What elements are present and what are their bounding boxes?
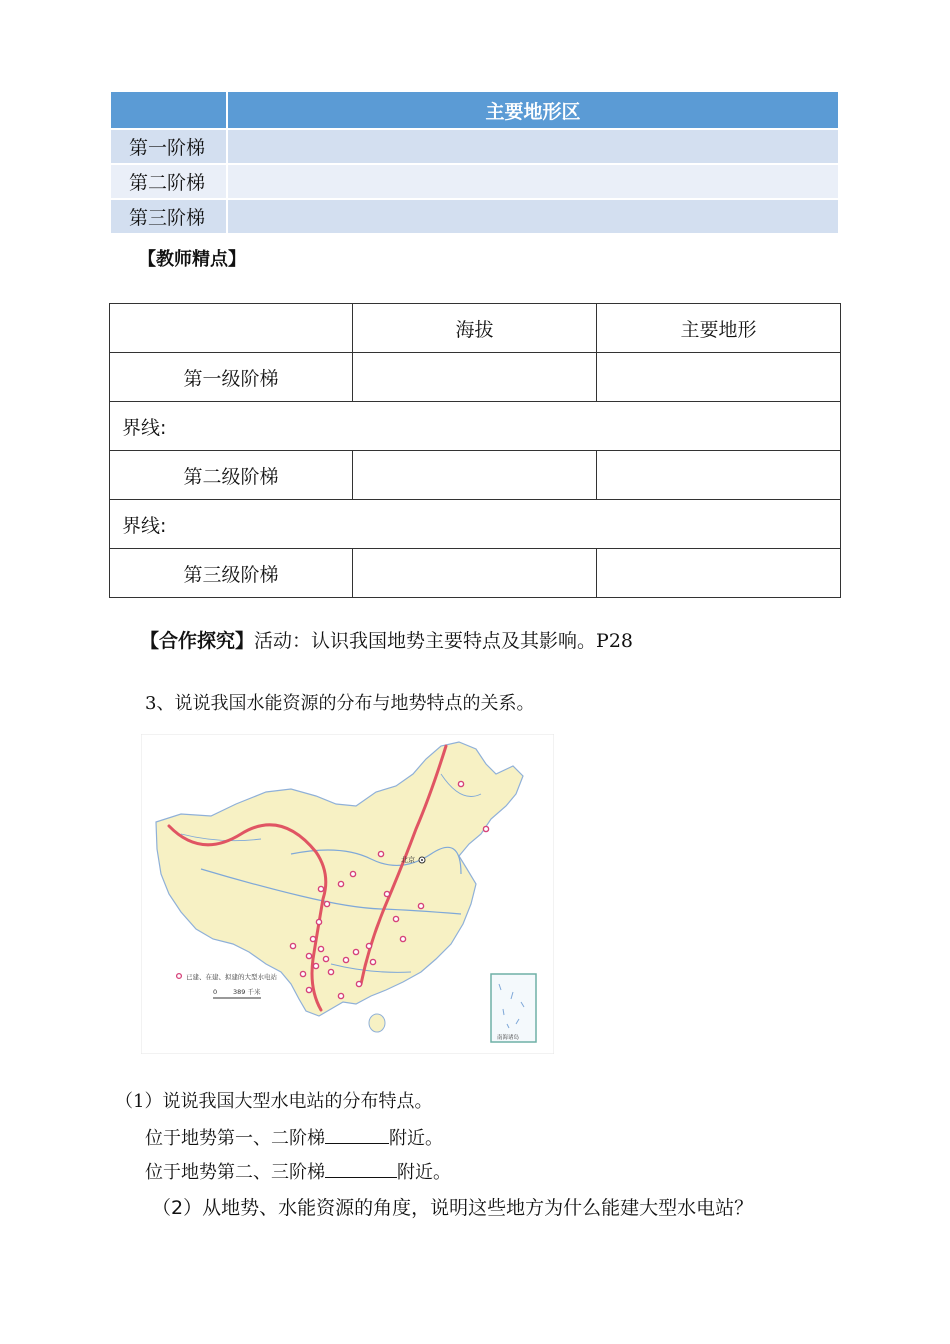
station-marker (324, 901, 329, 906)
table-row (110, 129, 839, 164)
answer-blank[interactable] (325, 1125, 389, 1144)
col-terrain: 主要地形 (597, 304, 841, 353)
station-marker (318, 946, 323, 951)
station-marker (400, 936, 405, 941)
step-label: 第三阶梯 (110, 199, 227, 234)
answer-blank[interactable] (325, 1159, 397, 1178)
scale-km: 389 千米 (233, 988, 261, 996)
station-marker (483, 826, 488, 831)
steps-table (109, 303, 841, 598)
step3-label: 第三级阶梯 (110, 549, 353, 598)
station-marker (328, 969, 333, 974)
step1-label: 第一级阶梯 (110, 353, 353, 402)
table-row (110, 353, 841, 402)
fill-line-1 (145, 1124, 443, 1150)
question-3: 3、说说我国水能资源的分布与地势特点的关系。 (145, 693, 535, 714)
station-marker (370, 959, 375, 964)
fill-line-2-prefix: 位于地势第二、三阶梯 (145, 1162, 325, 1183)
station-marker (393, 916, 398, 921)
answer-cell[interactable] (353, 549, 597, 598)
legend-station-icon (177, 974, 182, 979)
sub-question-1: （1）说说我国大型水电站的分布特点。 (115, 1091, 433, 1112)
station-marker (318, 886, 323, 891)
fill-line-1-suffix: 附近。 (389, 1128, 443, 1149)
table-row (110, 164, 839, 199)
answer-cell[interactable] (597, 451, 841, 500)
station-marker (323, 956, 328, 961)
scale-zero: 0 (213, 988, 218, 996)
answer-cell[interactable] (353, 451, 597, 500)
station-marker (310, 936, 315, 941)
boundary2-label[interactable]: 界线: (110, 500, 841, 549)
terrain-table (109, 90, 840, 235)
terrain-answer-cell[interactable] (227, 199, 839, 234)
station-marker (306, 953, 311, 958)
answer-cell[interactable] (353, 353, 597, 402)
station-marker (350, 871, 355, 876)
station-marker (458, 781, 463, 786)
coop-activity (140, 626, 633, 653)
teacher-heading: 【教师精点】 (138, 249, 246, 270)
header-empty-cell (110, 304, 353, 353)
table-row (110, 500, 841, 549)
step-label: 第二阶梯 (110, 164, 227, 199)
station-marker (316, 919, 321, 924)
station-marker (338, 993, 343, 998)
station-marker (353, 949, 358, 954)
inset-label: 南海诸岛 (497, 1035, 520, 1041)
table-row (110, 451, 841, 500)
terrain-answer-cell[interactable] (227, 164, 839, 199)
table-row (110, 304, 841, 353)
step-label: 第一阶梯 (110, 129, 227, 164)
fill-line-2 (145, 1158, 451, 1184)
station-marker (306, 987, 311, 992)
terrain-answer-cell[interactable] (227, 129, 839, 164)
beijing-marker-dot (421, 859, 423, 861)
station-marker (290, 943, 295, 948)
coop-text: 活动：认识我国地势主要特点及其影响。 (254, 630, 597, 652)
china-hydropower-map (141, 734, 554, 1054)
hainan-island (369, 1014, 385, 1032)
legend-label: 已建、在建、拟建的大型水电站 (186, 973, 277, 981)
station-marker (356, 981, 361, 986)
header-empty-cell (110, 91, 227, 129)
fill-line-2-suffix: 附近。 (397, 1162, 451, 1183)
table-row (110, 549, 841, 598)
table-row (110, 199, 839, 234)
terrain-table-header-row (110, 91, 839, 129)
beijing-label: 北京 (401, 856, 415, 864)
station-marker (366, 943, 371, 948)
coop-tag: 【合作探究】 (140, 630, 255, 652)
answer-cell[interactable] (597, 549, 841, 598)
station-marker (343, 957, 348, 962)
station-marker (384, 891, 389, 896)
table-row (110, 402, 841, 451)
station-marker (300, 971, 305, 976)
station-marker (313, 963, 318, 968)
step2-label: 第二级阶梯 (110, 451, 353, 500)
station-marker (338, 881, 343, 886)
coop-page: P28 (596, 630, 633, 652)
south-sea-inset (491, 974, 536, 1042)
boundary1-label[interactable]: 界线: (110, 402, 841, 451)
fill-line-1-prefix: 位于地势第一、二阶梯 (145, 1128, 325, 1149)
answer-cell[interactable] (597, 353, 841, 402)
col-altitude: 海拔 (353, 304, 597, 353)
header-main-terrain: 主要地形区 (227, 91, 839, 129)
sub-question-2: （2）从地势、水能资源的角度，说明这些地方为什么能建大型水电站？ (152, 1197, 754, 1219)
station-marker (378, 851, 383, 856)
station-marker (418, 903, 423, 908)
